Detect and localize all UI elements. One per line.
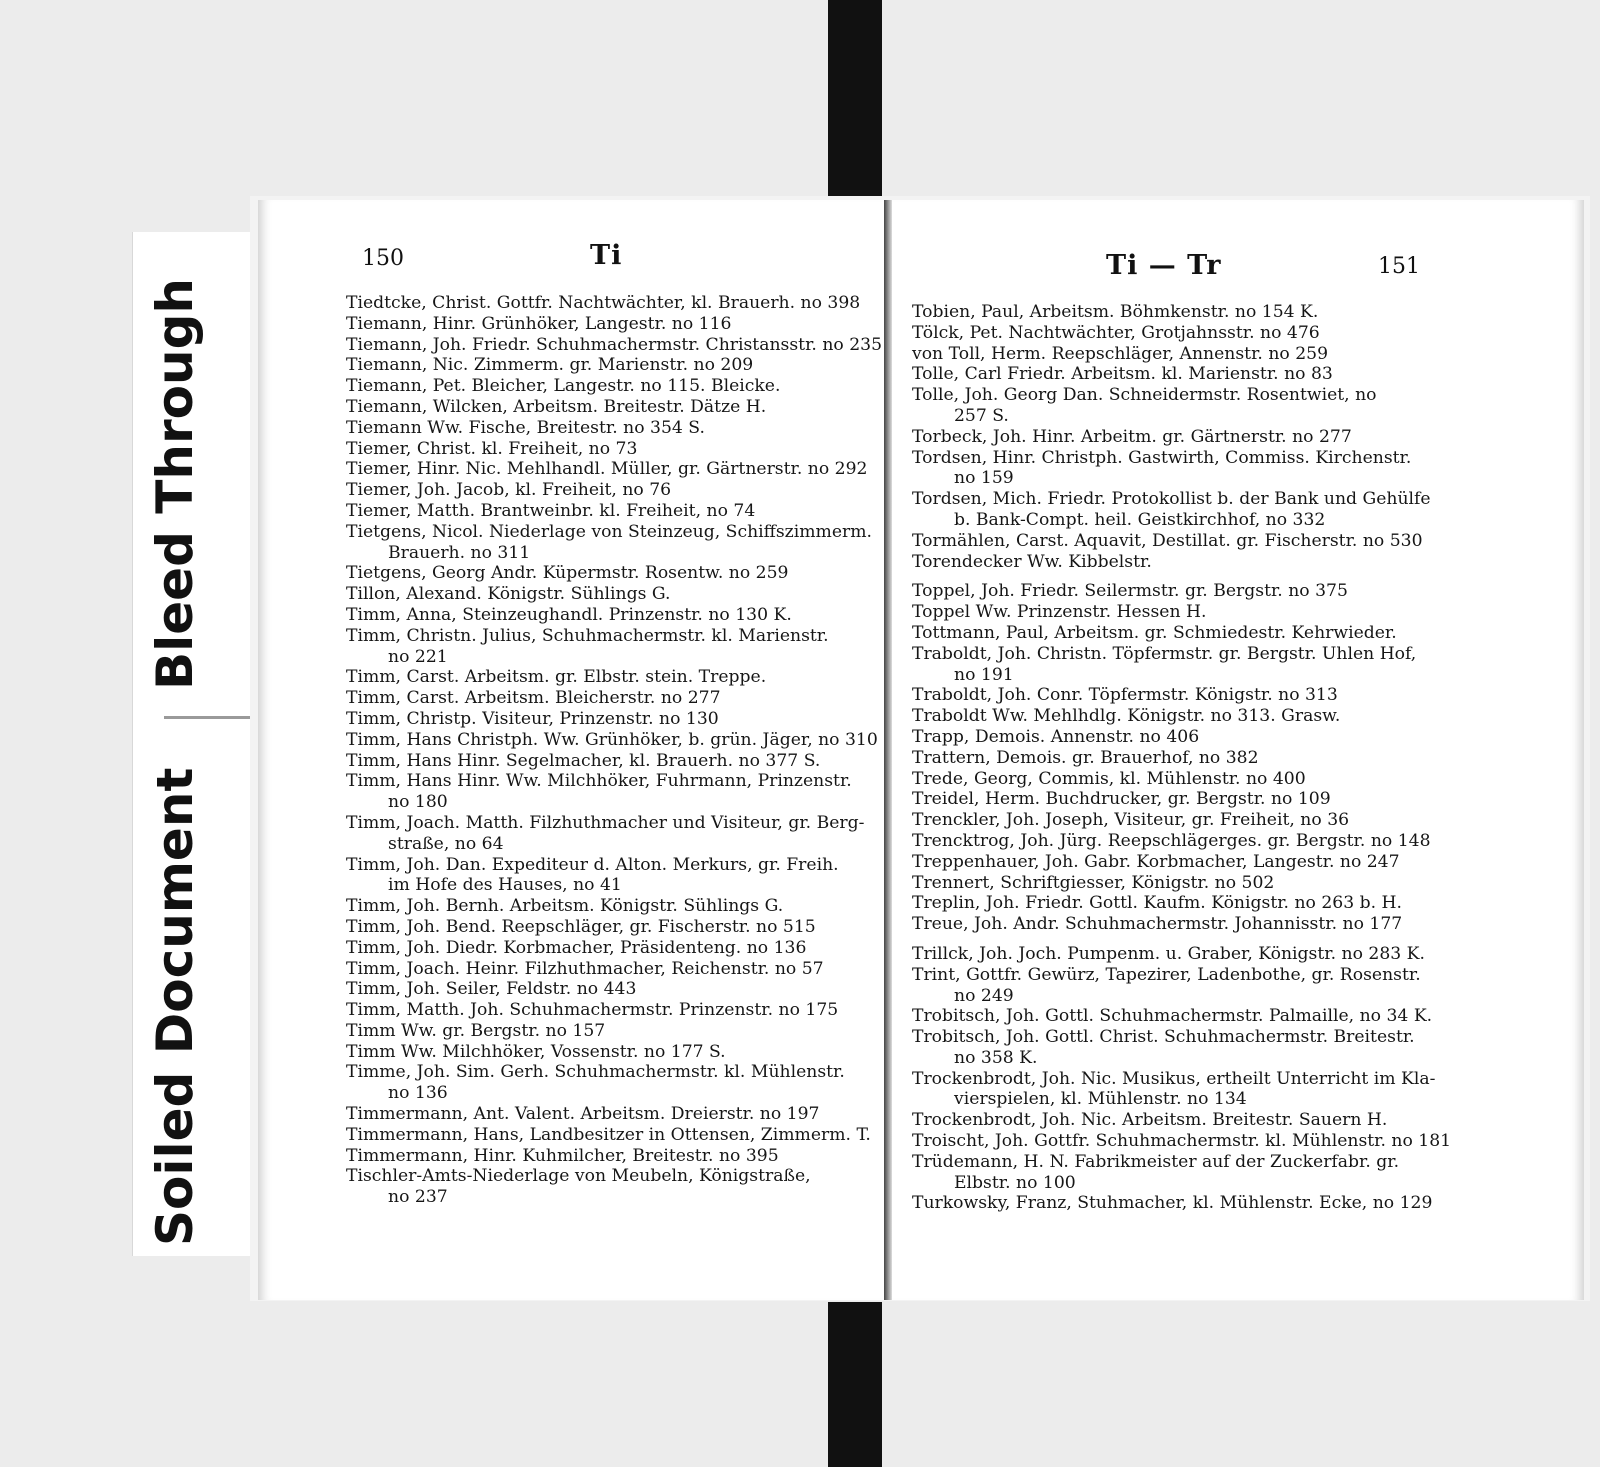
- directory-entry: Tiedtcke, Christ. Gottfr. Nachtwächter, kl. Brauerh. no 398: [346, 293, 861, 313]
- directory-entry: Traboldt Ww. Mehlhdlg. Königstr. no 313. Grasw.: [912, 706, 1341, 727]
- directory-entry: Tottmann, Paul, Arbeitsm. gr. Schmiedestr. Kehrwieder.: [912, 622, 1397, 643]
- directory-entry: Trillck, Joh. Joch. Pumpenm. u. Graber, Königstr. no 283 K.: [912, 943, 1425, 964]
- directory-entry: Treplin, Joh. Friedr. Gottl. Kaufm. Königstr. no 263 b. H.: [912, 893, 1403, 914]
- directory-entry: no 249: [954, 985, 1014, 1006]
- book-gutter: [884, 200, 892, 1300]
- directory-entry: Trüdemann, H. N. Fabrikmeister auf der Zuckerfabr. gr.: [912, 1151, 1400, 1172]
- page-header-left: Ti: [590, 240, 623, 271]
- directory-entry: Timm, Joh. Seiler, Feldstr. no 443: [346, 979, 637, 1000]
- directory-entry: Tolle, Carl Friedr. Arbeitsm. kl. Marienstr. no 83: [912, 364, 1333, 385]
- directory-entry: im Hofe des Hauses, no 41: [388, 875, 622, 896]
- directory-entry: Tillon, Alexand. Königstr. Sühlings G.: [346, 584, 671, 605]
- directory-entry: Timm, Hans Hinr. Segelmacher, kl. Brauerh. no 377 S.: [346, 750, 821, 771]
- directory-entry: Tietgens, Georg Andr. Küpermstr. Rosentw. no 259: [346, 563, 789, 584]
- directory-entry: b. Bank-Compt. heil. Geistkirchhof, no 332: [954, 509, 1326, 530]
- directory-entry: Tiemann Ww. Fische, Breitestr. no 354 S.: [346, 417, 705, 438]
- directory-entry: Timm, Joh. Bernh. Arbeitsm. Königstr. Sühlings G.: [346, 896, 784, 917]
- directory-entry: Tormählen, Carst. Aquavit, Destillat. gr. Fischerstr. no 530: [912, 530, 1423, 551]
- directory-entry: Timm, Joach. Heinr. Filzhuthmacher, Reichenstr. no 57: [346, 958, 824, 979]
- watermark-label-bleed: Bleed Through: [146, 278, 204, 690]
- page-header-right: Ti — Tr: [1106, 250, 1222, 281]
- directory-entry: Timm, Christp. Visiteur, Prinzenstr. no 130: [346, 708, 719, 729]
- directory-entry: straße, no 64: [388, 833, 504, 854]
- directory-entry: no 358 K.: [954, 1047, 1038, 1068]
- directory-entry: Tietgens, Nicol. Niederlage von Steinzeug, Schiffszimmerm.: [346, 521, 872, 542]
- directory-entry: Troischt, Joh. Gottfr. Schuhmachermstr. kl. Mühlenstr. no 181: [912, 1131, 1452, 1152]
- directory-entry: Trennert, Schriftgiesser, Königstr. no 502: [912, 872, 1275, 893]
- watermark-divider: [164, 716, 254, 719]
- directory-entry: Trencktrog, Joh. Jürg. Reepschlägerges. gr. Bergstr. no 148: [912, 830, 1431, 851]
- directory-entry: Tiemann, Hinr. Grünhöker, Langestr. no 116: [346, 313, 732, 334]
- directory-entry: Traboldt, Joh. Conr. Töpfermstr. Königstr. no 313: [912, 685, 1338, 706]
- directory-entry: Trobitsch, Joh. Gottl. Schuhmachermstr. Palmaille, no 34 K.: [912, 1006, 1433, 1027]
- directory-entry: Tiemann, Nic. Zimmerm. gr. Marienstr. no 209: [346, 355, 754, 376]
- right-page: [892, 200, 1584, 1300]
- directory-entry: Tiemer, Matth. Brantweinbr. kl. Freiheit, no 74: [346, 500, 756, 521]
- directory-entry: Tiemann, Wilcken, Arbeitsm. Breitestr. Dätze H.: [346, 396, 767, 417]
- directory-entry: Tordsen, Mich. Friedr. Protokollist b. der Bank und Gehülfe: [912, 489, 1431, 510]
- directory-entry: no 221: [388, 646, 448, 667]
- directory-entry: Trockenbrodt, Joh. Nic. Arbeitsm. Breitestr. Sauern H.: [912, 1110, 1388, 1131]
- directory-entry: Timm, Hans Christph. Ww. Grünhöker, b. grün. Jäger, no 310: [346, 729, 878, 750]
- directory-entry: Toppel Ww. Prinzenstr. Hessen H.: [912, 602, 1207, 623]
- directory-entry: Treppenhauer, Joh. Gabr. Korbmacher, Langestr. no 247: [912, 851, 1400, 872]
- directory-entry: Timm, Matth. Joh. Schuhmachermstr. Prinzenstr. no 175: [346, 1000, 839, 1021]
- directory-entry: Trenckler, Joh. Joseph, Visiteur, gr. Freiheit, no 36: [912, 810, 1350, 831]
- directory-entry: Timme, Joh. Sim. Gerh. Schuhmachermstr. kl. Mühlenstr.: [346, 1062, 845, 1083]
- directory-entry: Trint, Gottfr. Gewürz, Tapezirer, Ladenbothe, gr. Rosenstr.: [912, 964, 1421, 985]
- right-entry-list: [912, 302, 1451, 1214]
- directory-entry: no 180: [388, 792, 448, 813]
- directory-entry: Tiemer, Joh. Jacob, kl. Freiheit, no 76: [346, 480, 672, 501]
- directory-entry: no 237: [388, 1187, 448, 1208]
- directory-entry: Timm, Anna, Steinzeughandl. Prinzenstr. no 130 K.: [346, 604, 792, 625]
- directory-entry: Tiemer, Hinr. Nic. Mehlhandl. Müller, gr. Gärtnerstr. no 292: [346, 459, 868, 480]
- directory-entry: vierspielen, kl. Mühlenstr. no 134: [954, 1089, 1247, 1110]
- directory-entry: Timm, Christn. Julius, Schuhmachermstr. kl. Marienstr.: [346, 625, 829, 646]
- directory-entry: Tolle, Joh. Georg Dan. Schneidermstr. Rosentwiet, no: [912, 385, 1377, 406]
- watermark-label-soiled: Soiled Document: [146, 767, 204, 1246]
- directory-entry: Tobien, Paul, Arbeitsm. Böhmkenstr. no 154 K.: [912, 302, 1319, 322]
- directory-entry: Turkowsky, Franz, Stuhmacher, kl. Mühlenstr. Ecke, no 129: [912, 1193, 1433, 1214]
- directory-entry: Timm, Joach. Matth. Filzhuthmacher und Visiteur, gr. Berg-: [346, 812, 865, 833]
- directory-entry: Timm, Joh. Bend. Reepschläger, gr. Fischerstr. no 515: [346, 916, 816, 937]
- directory-entry: Brauerh. no 311: [388, 542, 531, 563]
- directory-entry: Timm, Carst. Arbeitsm. gr. Elbstr. stein. Treppe.: [346, 667, 767, 688]
- directory-entry: Trattern, Demois. gr. Brauerhof, no 382: [912, 747, 1259, 768]
- directory-entry: Trapp, Demois. Annenstr. no 406: [912, 726, 1200, 747]
- directory-entry: Treidel, Herm. Buchdrucker, gr. Bergstr. no 109: [912, 789, 1331, 810]
- directory-entry: Timm Ww. Milchhöker, Vossenstr. no 177 S.: [346, 1041, 726, 1062]
- directory-entry: Tiemann, Joh. Friedr. Schuhmachermstr. Christansstr. no 235: [346, 334, 883, 355]
- directory-entry: 257 S.: [954, 405, 1009, 426]
- directory-entry: Tiemann, Pet. Bleicher, Langestr. no 115. Bleicke.: [346, 376, 781, 397]
- directory-entry: no 191: [954, 664, 1014, 685]
- directory-entry: Treue, Joh. Andr. Schuhmachermstr. Johannisstr. no 177: [912, 914, 1403, 935]
- directory-entry: Timm, Joh. Dan. Expediteur d. Alton. Merkurs, gr. Freih.: [346, 854, 839, 875]
- page-number-right: 151: [1378, 254, 1420, 279]
- directory-entry: Trockenbrodt, Joh. Nic. Musikus, ertheilt Unterricht im Kla-: [912, 1068, 1436, 1089]
- directory-entry: Tischler-Amts-Niederlage von Meubeln, Königstraße,: [346, 1166, 811, 1187]
- directory-entry: Timm Ww. gr. Bergstr. no 157: [346, 1020, 606, 1041]
- directory-entry: Toppel, Joh. Friedr. Seilermstr. gr. Bergstr. no 375: [912, 581, 1348, 602]
- left-page: [258, 200, 884, 1300]
- binding-clip-bottom: [828, 1302, 882, 1467]
- directory-entry: Timmermann, Ant. Valent. Arbeitsm. Dreierstr. no 197: [346, 1104, 820, 1125]
- directory-entry: Tölck, Pet. Nachtwächter, Grotjahnsstr. no 476: [912, 322, 1320, 343]
- directory-entry: Tiemer, Christ. kl. Freiheit, no 73: [346, 438, 638, 459]
- directory-entry: Timm, Joh. Diedr. Korbmacher, Präsidenteng. no 136: [346, 937, 807, 958]
- directory-entry: Tordsen, Hinr. Christph. Gastwirth, Commiss. Kirchenstr.: [912, 447, 1412, 468]
- directory-entry: Torbeck, Joh. Hinr. Arbeitm. gr. Gärtnerstr. no 277: [912, 426, 1352, 447]
- binding-clip-top: [828, 0, 882, 198]
- directory-entry: Trobitsch, Joh. Gottl. Christ. Schuhmachermstr. Breitestr.: [912, 1027, 1415, 1048]
- directory-entry: Traboldt, Joh. Christn. Töpfermstr. gr. Bergstr. Uhlen Hof,: [912, 643, 1417, 664]
- directory-entry: no 136: [388, 1083, 448, 1104]
- directory-entry: Torendecker Ww. Kibbelstr.: [912, 551, 1152, 572]
- directory-entry: Timm, Carst. Arbeitsm. Bleicherstr. no 277: [346, 688, 721, 709]
- directory-entry: Timmermann, Hinr. Kuhmilcher, Breitestr. no 395: [346, 1145, 779, 1166]
- left-entry-list: [346, 293, 882, 1208]
- directory-entry: Timmermann, Hans, Landbesitzer in Ottensen, Zimmerm. T.: [346, 1124, 871, 1145]
- directory-entry: von Toll, Herm. Reepschläger, Annenstr. no 259: [912, 343, 1329, 364]
- directory-entry: Trede, Georg, Commis, kl. Mühlenstr. no 400: [912, 768, 1306, 789]
- directory-entry: Timm, Hans Hinr. Ww. Milchhöker, Fuhrmann, Prinzenstr.: [346, 771, 852, 792]
- directory-entry: no 159: [954, 468, 1014, 489]
- page-number-left: 150: [362, 246, 404, 271]
- directory-entry: Elbstr. no 100: [954, 1172, 1076, 1193]
